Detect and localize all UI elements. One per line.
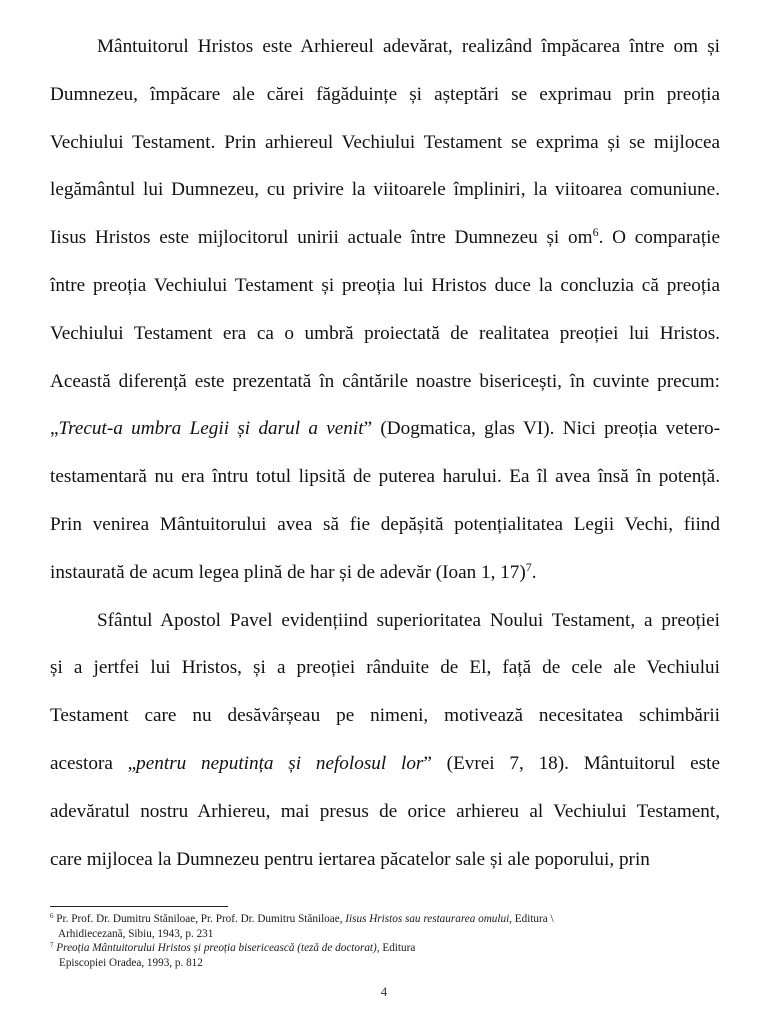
footnote-separator	[50, 906, 228, 907]
footnote-reference[interactable]: 6	[592, 225, 599, 240]
text-segment: Vechiului Testament. Prin arhiereul Vechiului Testament se exprima și se mijlocea	[50, 131, 720, 153]
text-segment: testamentară nu era întru totul lipsită de puterea harului. Ea îl avea însă în potență.	[50, 466, 720, 488]
footnotes	[50, 912, 740, 970]
text-line	[50, 310, 720, 358]
text-segment: Iisus Hristos este mijlocitorul unirii actuale între Dumnezeu și om	[50, 227, 593, 249]
text-line	[50, 166, 720, 214]
text-line	[50, 597, 720, 645]
text-segment: între preoția Vechiului Testament și preoția lui Hristos duce la concluzia că preoția	[50, 274, 720, 296]
footnote-6-continuation: Arhidiecezană, Sibiu, 1943, p. 231	[58, 927, 214, 940]
text-line	[50, 119, 720, 167]
text-line	[50, 405, 720, 453]
text-line	[50, 549, 720, 597]
text-segment: Această diferență este prezentată în cântările noastre bisericești, în cuvinte precum:	[50, 370, 720, 392]
footnote-7-title: Preoția Mântuitorului Hristos și preoția bisericească (teză de doctorat),	[56, 942, 380, 955]
text-line	[50, 788, 720, 836]
footnote-6-title: Iisus Hristos sau restaurarea omului,	[345, 913, 512, 925]
text-line	[50, 644, 720, 692]
footnote-7-continuation: Episcopiei Oradea, 1993, p. 812	[59, 956, 203, 969]
text-line	[50, 214, 720, 262]
text-segment: Vechiului Testament era ca o umbră proiectată de realitatea preoției lui Hristos.	[50, 322, 720, 344]
text-segment: acestora „	[50, 752, 137, 774]
footnote-6-author: Pr. Prof. Dr. Dumitru Stăniloae, Pr. Prof. Dr. Dumitru Stăniloae,	[56, 913, 346, 925]
text-segment: ” (Evrei 7, 18). Mântuitorul este	[423, 752, 720, 774]
footnote-6-number: 6	[50, 912, 54, 920]
italic-quote: Trecut-a umbra Legii și darul a venit	[58, 418, 364, 440]
text-segment: „	[50, 418, 59, 440]
text-segment: și a jertfei lui Hristos, și a preoției rânduite de El, față de cele ale Vechiului	[50, 657, 720, 679]
footnote-7-publisher: Editura	[379, 942, 416, 955]
italic-quote: pentru neputința și nefolosul lor	[136, 752, 424, 774]
footnote-reference[interactable]: 7	[525, 559, 532, 574]
text-line	[50, 71, 720, 119]
text-segment: adevăratul nostru Arhiereu, mai presus de orice arhiereu al Vechiului Testament,	[50, 800, 720, 822]
text-segment: instaurată de acum legea plină de har și de adevăr (Ioan 1, 17)	[50, 561, 526, 583]
text-segment: Prin venirea Mântuitorului avea să fie depășită potențialitatea Legii Vechi, fiind	[50, 513, 720, 535]
text-line	[50, 692, 720, 740]
paragraph-1	[50, 23, 720, 597]
text-segment: Testament care nu desăvârșeau pe nimeni, motivează necesitatea schimbării	[50, 705, 720, 727]
paragraph-2	[50, 597, 720, 884]
text-segment: ” (Dogmatica, glas VI). Nici preoția vetero-	[363, 418, 720, 440]
text-line	[50, 836, 720, 884]
footnote-6	[50, 912, 740, 927]
text-line	[50, 453, 720, 501]
text-line	[50, 262, 720, 310]
body-text	[50, 23, 720, 883]
text-line	[50, 740, 720, 788]
text-line	[50, 501, 720, 549]
footnote-6-publisher: Editura \	[511, 913, 554, 925]
text-segment: .	[531, 561, 537, 583]
text-segment: Mântuitorul Hristos este Arhiereul adevărat, realizând împăcarea între om și	[97, 36, 720, 57]
text-segment: Sfântul Apostol Pavel evidențiind superioritatea Noului Testament, a preoției	[97, 609, 720, 631]
text-segment: care mijlocea la Dumnezeu pentru iertarea păcatelor sale și ale poporului, prin	[50, 848, 650, 870]
text-segment: . O comparație	[598, 227, 720, 249]
text-segment: legământul lui Dumnezeu, cu privire la viitoarele împliniri, la viitoarea comuniune.	[50, 179, 720, 201]
text-line	[50, 23, 720, 71]
footnote-7-number: 7	[50, 941, 54, 950]
text-line	[50, 358, 720, 406]
text-segment: Dumnezeu, împăcare ale cărei făgăduințe și așteptări se exprimau prin preoția	[50, 83, 720, 105]
footnote-7	[50, 941, 740, 956]
page-number: 4	[380, 984, 388, 999]
